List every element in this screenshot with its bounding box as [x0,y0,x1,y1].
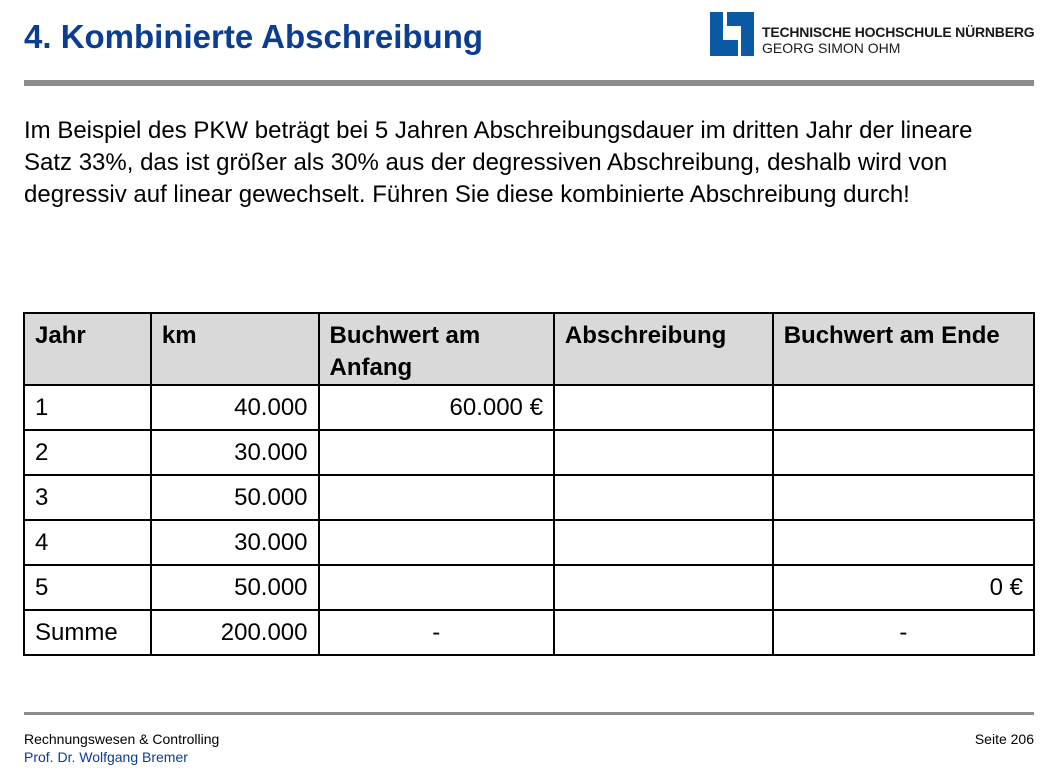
university-name-line1: TECHNISCHE HOCHSCHULE NÜRNBERG [762,24,1035,40]
cell-buchwert-anfang [319,565,554,610]
cell-km: 200.000 [151,610,319,655]
table-row [24,520,1034,565]
university-name-line2: GEORG SIMON OHM [762,40,901,56]
depreciation-table [23,312,1035,656]
cell-jahr: 1 [24,385,151,430]
cell-buchwert-anfang: 60.000 € [319,385,554,430]
table-row-summe [24,610,1034,655]
table-row [24,565,1034,610]
cell-jahr: 5 [24,565,151,610]
cell-buchwert-ende [773,430,1034,475]
footer-info [24,730,219,766]
slide-title: 4. Kombinierte Abschreibung [24,18,484,55]
cell-km: 30.000 [151,430,319,475]
professor-name: Prof. Dr. Wolfgang Bremer [24,749,188,765]
university-name [762,24,1034,56]
cell-buchwert-ende [773,520,1034,565]
column-header-km: km [151,313,319,385]
task-description: Im Beispiel des PKW beträgt bei 5 Jahren Abschreibungsdauer im dritten Jahr der lineare Satz 33%, das ist größer als 30% aus der degressiven Abschreibung, deshalb wird von degressiv auf linear gewechselt. Führen Sie diese kombinierte Abschreibung durch! [24,117,973,208]
column-header-abschreibung: Abschreibung [554,313,773,385]
cell-km: 50.000 [151,475,319,520]
table-row [24,385,1034,430]
table-header-row [24,313,1034,385]
cell-abschreibung [554,385,773,430]
cell-buchwert-anfang [319,520,554,565]
cell-abschreibung [554,610,773,655]
column-header-buchwert-anfang: Buchwert am Anfang [319,313,554,385]
table-row [24,475,1034,520]
cell-abschreibung [554,565,773,610]
cell-jahr: Summe [24,610,151,655]
cell-buchwert-anfang: - [319,610,554,655]
course-name: Rechnungswesen & Controlling [24,731,220,747]
cell-buchwert-ende: - [773,610,1034,655]
university-logo [710,12,1040,58]
cell-buchwert-ende [773,385,1034,430]
cell-km: 40.000 [151,385,319,430]
column-header-buchwert-ende: Buchwert am Ende [773,313,1034,385]
cell-abschreibung [554,520,773,565]
page-number: Seite 206 [974,731,1034,747]
university-logo-icon [710,12,754,56]
column-header-jahr: Jahr [24,313,151,385]
cell-abschreibung [554,430,773,475]
cell-buchwert-anfang [319,430,554,475]
cell-km: 30.000 [151,520,319,565]
table-row [24,430,1034,475]
cell-jahr: 2 [24,430,151,475]
cell-abschreibung [554,475,773,520]
cell-buchwert-ende: 0 € [773,565,1034,610]
cell-buchwert-anfang [319,475,554,520]
cell-jahr: 4 [24,520,151,565]
header-divider [24,80,1034,86]
cell-buchwert-ende [773,475,1034,520]
cell-jahr: 3 [24,475,151,520]
cell-km: 50.000 [151,565,319,610]
footer-divider [24,712,1034,715]
